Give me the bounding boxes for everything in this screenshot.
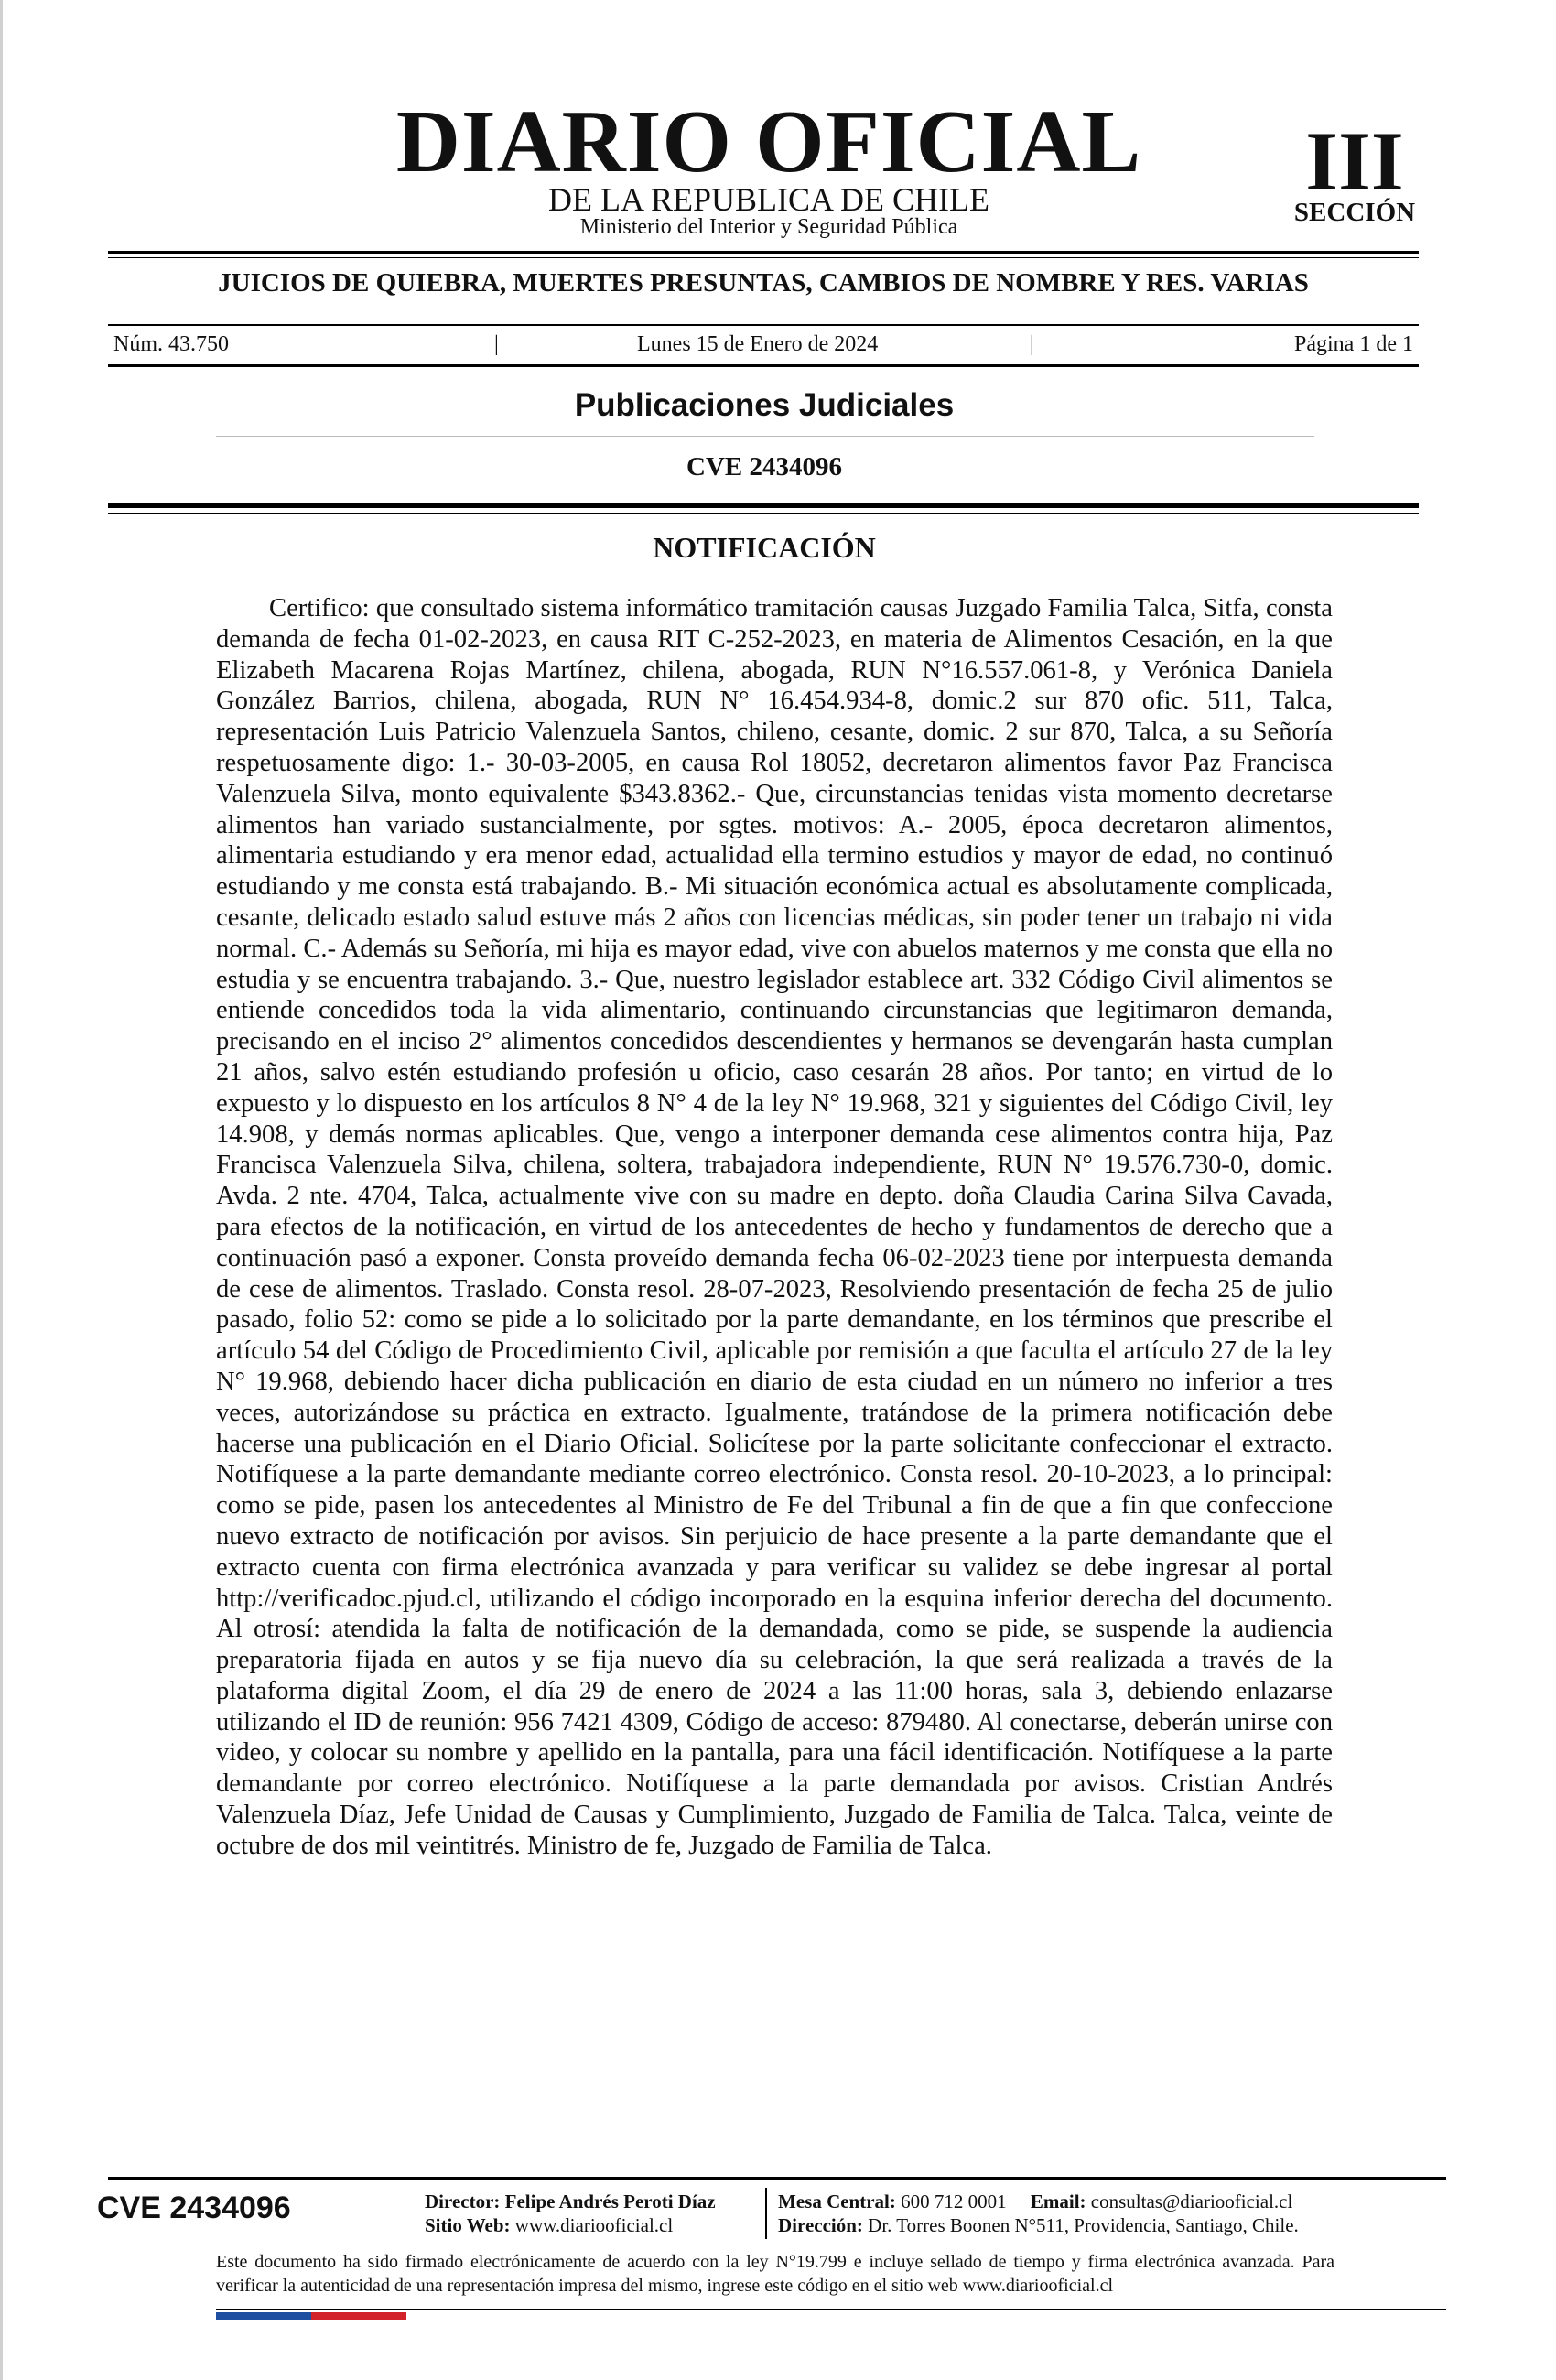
email-link[interactable]: consultas@diariooficial.cl <box>1090 2191 1293 2212</box>
content-rule-thin <box>108 513 1419 514</box>
phone-label: Mesa Central: <box>778 2191 896 2212</box>
newspaper-title: DIARIO OFICIAL <box>395 92 1142 190</box>
phone-value: 600 712 0001 <box>901 2191 1007 2212</box>
verification-disclaimer: Este documento ha sido firmado electrónicamente de acuerdo con la ley N°19.799 e incluye sellado de tiempo y firma electrónica avanzada. Para verificar la autenticidad de una representación impresa del mismo, ingrese este código en el sitio web www.diariooficial.cl <box>216 2252 1334 2296</box>
ministry-line: Ministerio del Interior y Seguridad Pública <box>579 215 958 239</box>
publication-heading-rule <box>216 436 1314 437</box>
website-label: Sitio Web: <box>425 2214 511 2236</box>
content-rule-thick <box>108 503 1419 508</box>
masthead-rule-thin <box>108 257 1419 258</box>
section-label: SECCIÓN <box>1293 198 1416 227</box>
section-rule-top <box>108 324 1419 326</box>
masthead <box>0 92 1556 247</box>
footer-website <box>425 2213 673 2237</box>
issue-number: Núm. 43.750 <box>113 332 229 356</box>
footer-director <box>425 2190 716 2213</box>
page-indicator: Página 1 de 1 <box>1294 332 1413 356</box>
masthead-rule-thick <box>108 251 1419 254</box>
issue-date: Lunes 15 de Enero de 2024 <box>637 332 879 356</box>
issue-info-bar <box>110 330 1419 359</box>
info-bar-rule <box>108 364 1419 367</box>
notice-body: Certifico: que consultado sistema informático tramitación causas Juzgado Familia Talca, Sitfa, consta demanda de fecha 01-02-2023, en causa RIT C-252-2023, en materia de Alimentos Cesación, en la que Elizabeth Macarena Rojas Martínez, chilena, abogada, RUN N°16.557.061-8, y Verónica Daniela González Barrios, chilena, abogada, RUN N° 16.454.934-8, domic.2 sur 870 ofic. 511, Talca, representación Luis Patricio Valenzuela Santos, chileno, cesante, domic. 2 sur 870, Talca, a su Señoría respetuosamente digo: 1.- 30-03-2005, en causa Rol 18052, decretaron alimentos favor Paz Francisca Valenzuela Silva, monto equivalente $343.8362.- Que, circunstancias tenidas vista momento decretarse alimentos han variado sustancialmente, por sgtes. motivos: A.- 2005, época decretaron alimentos, alimentaria estudiando y era menor edad, actualidad ella termino estudios y mayor de edad, no continuó estudiando y me consta está trabajando. B.- Mi situación económica actual es absolutamente complicada, cesante, delicado estado salud estuve más 2 años con licencias médicas, sin poder tener un trabajo ni vida normal. C.- Además su Señoría, mi hija es mayor edad, vive con abuelos maternos y me consta que ella no estudia y se encuentra trabajando. 3.- Que, nuestro legislador establece art. 332 Código Civil alimentos se entiende concedidos toda la vida alimentario, continuando circunstancias que legitimaron demanda, precisando en el inciso 2° alimentos concedidos descendientes y hermanos se devengarán hasta cumplan 21 años, salvo estén estudiando profesión u oficio, caso cesarán 28 años. Por tanto; en virtud de lo expuesto y lo dispuesto en los artículos 8 N° 4 de la ley N° 19.968, 321 y siguientes del Código Civil, ley 14.908, y demás normas aplicables. Que, vengo a interponer demanda cese alimentos contra hija, Paz Francisca Valenzuela Silva, chilena, soltera, trabajadora independiente, RUN N° 19.576.730-0, domic. Avda. 2 nte. 4704, Talca, actualmente vive con su madre en depto. doña Claudia Carina Silva Cavada, para efectos de la notificación, en virtud de los antecedentes de hecho y fundamentos de derecho que a continuación pasó a exponer. Consta proveído demanda fecha 06-02-2023 tiene por interpuesta demanda de cese de alimentos. Traslado. Consta resol. 28-07-2023, Resolviendo presentación de fecha 25 de julio pasado, folio 52: como se pide a lo solicitado por la parte demandante, en los términos que prescribe el artículo 54 del Código de Procedimiento Civil, aplicable por remisión a que faculta el artículo 27 de la ley N° 19.968, debiendo hacer dicha publicación en diario de esta ciudad en un número no inferior a tres veces, autorizándose su práctica en extracto. Igualmente, tratándose de la primera notificación debe hacerse una publicación en el Diario Oficial. Solicítese por la parte solicitante confeccionar el extracto. Notifíquese a la parte demandante mediante correo electrónico. Consta resol. 20-10-2023, a lo principal: como se pide, pasen los antecedentes al Ministro de Fe del Tribunal a fin de que a fin que confeccione nuevo extracto de notificación por avisos. Sin perjuicio de hace presente a la parte demandante que el extracto cuenta con firma electrónica avanzada y para verificar su validez se debe ingresar al portal http://verificadoc.pjud.cl, utilizando el código incorporado en la esquina inferior derecha del documento. Al otrosí: atendida la falta de notificación de la demandada, como se pide, se suspende la audiencia preparatoria fijada en autos y se fija nuevo día su celebración, la que será realizada a través de la plataforma digital Zoom, el día 29 de enero de 2024 a las 11:00 horas, sala 3, debiendo enlazarse utilizando el ID de reunión: 956 7421 4309, Código de acceso: 879480. Al conectarse, deberán unirse con video, y colocar su nombre y apellido en la pantalla, para una fácil identificación. Notifíquese a la parte demandante por correo electrónico. Notifíquese a la parte demandada por avisos. Cristian Andrés Valenzuela Díaz, Jefe Unidad de Causas y Cumplimiento, Juzgado de Familia de Talca. Talca, veinte de octubre de dos mil veintitrés. Ministro de fe, Juzgado de Familia de Talca. <box>216 594 1333 1860</box>
info-separator: | <box>494 332 499 356</box>
notice-title: NOTIFICACIÓN <box>653 531 876 564</box>
publication-heading: Publicaciones Judiciales <box>574 387 955 423</box>
footer-rule-top <box>108 2177 1446 2180</box>
footer-phone-email <box>778 2190 1292 2213</box>
director-value: Felipe Andrés Peroti Díaz <box>504 2191 716 2212</box>
info-separator: | <box>1030 332 1034 356</box>
section-number: III <box>1305 114 1404 208</box>
website-link[interactable]: www.diariooficial.cl <box>514 2214 674 2236</box>
director-label: Director: <box>425 2191 501 2212</box>
address-label: Dirección: <box>778 2214 863 2236</box>
footer-cve-code: CVE 2434096 <box>97 2191 291 2225</box>
flag-stripe-red <box>311 2312 406 2320</box>
page-edge <box>0 0 3 2380</box>
footer-address <box>778 2213 1299 2237</box>
email-label: Email: <box>1030 2191 1086 2212</box>
footer-rule-bottom <box>216 2309 1446 2310</box>
footer-separator <box>765 2188 767 2239</box>
cve-code: CVE 2434096 <box>686 452 842 481</box>
flag-stripe-blue <box>216 2312 311 2320</box>
section-title: JUICIOS DE QUIEBRA, MUERTES PRESUNTAS, CAMBIOS DE NOMBRE Y RES. VARIAS <box>218 268 1309 298</box>
address-value: Dr. Torres Boonen N°511, Providencia, Santiago, Chile. <box>868 2214 1299 2236</box>
newspaper-subtitle: DE LA REPUBLICA DE CHILE <box>548 181 989 218</box>
